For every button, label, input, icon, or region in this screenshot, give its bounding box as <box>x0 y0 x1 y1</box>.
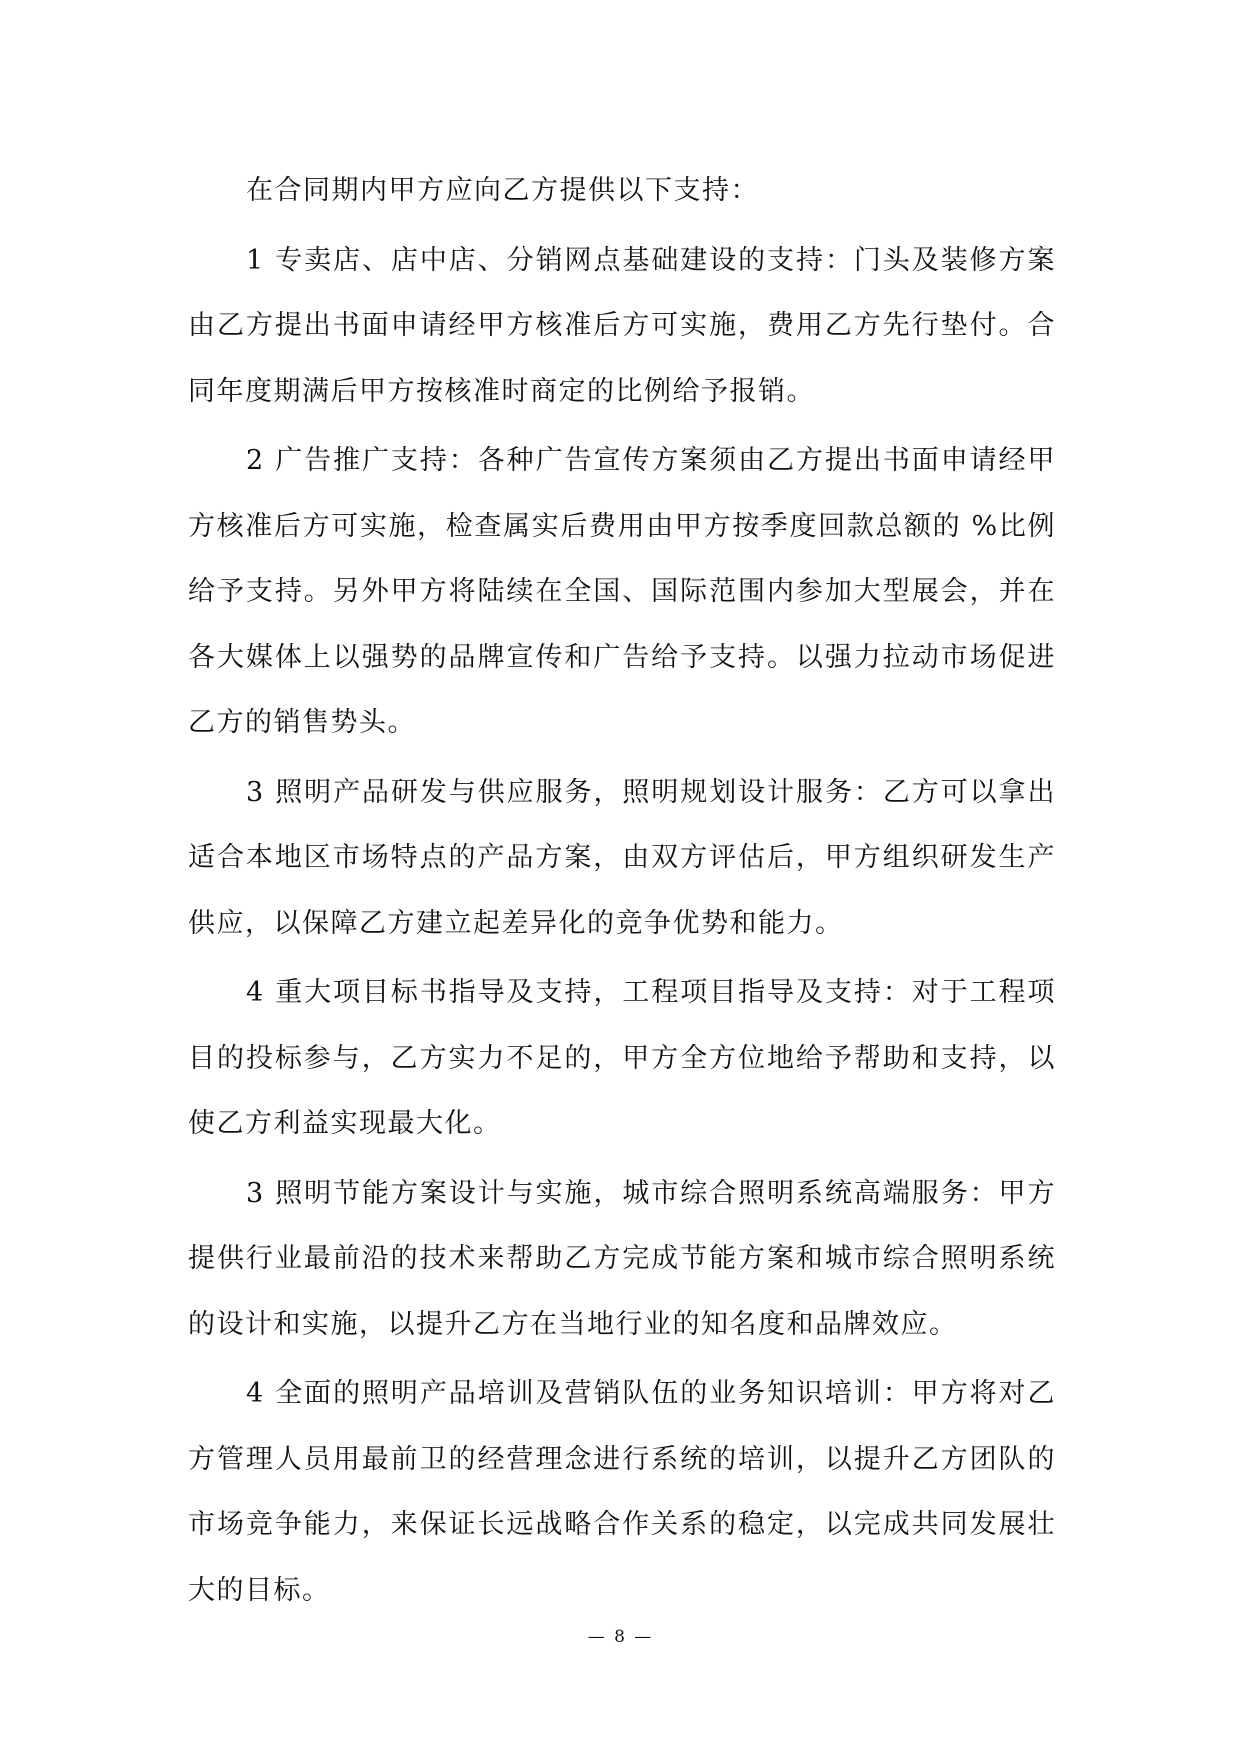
support-item-store-construction: 1 专卖店、店中店、分销网点基础建设的支持：门头及装修方案由乙方提出书面申请经甲方核准后方可实施，费用乙方先行垫付。合同年度期满后甲方按核准时商定的比例给予报销。 <box>188 244 1056 407</box>
support-item-training: 4 全面的照明产品培训及营销队伍的业务知识培训：甲方将对乙方管理人员用最前卫的经营理念进行系统的培训，以提升乙方团队的市场竞争能力，来保证长远战略合作关系的稳定，以完成共同发展壮大的目标。 <box>188 1378 1056 1606</box>
page-number: — 8 — <box>587 1627 654 1647</box>
support-item-energy-saving: 3 照明节能方案设计与实施，城市综合照明系统高端服务：甲方提供行业最前沿的技术来帮助乙方完成节能方案和城市综合照明系统的设计和实施，以提升乙方在当地行业的知名度和品牌效应。 <box>188 1177 1056 1340</box>
support-item-product-rnd: 3 照明产品研发与供应服务，照明规划设计服务：乙方可以拿出适合本地区市场特点的产品方案，由双方评估后，甲方组织研发生产供应，以保障乙方建立起差异化的竞争优势和能力。 <box>188 776 1056 939</box>
document-body <box>188 158 1056 1627</box>
support-item-advertising: 2 广告推广支持：各种广告宣传方案须由乙方提出书面申请经甲方核准后方可实施，检查属实后费用由甲方按季度回款总额的 %比例给予支持。另外甲方将陆续在全国、国际范围内参加大型展会，并在各大媒体上以强势的品牌宣传和广告给予支持。以强力拉动市场促进乙方的销售势头。 <box>188 445 1056 738</box>
intro-paragraph: 在合同期内甲方应向乙方提供以下支持： <box>246 175 759 206</box>
support-item-project-bidding: 4 重大项目标书指导及支持，工程项目指导及支持：对于工程项目的投标参与，乙方实力不足的，甲方全方位地给予帮助和支持，以使乙方利益实现最大化。 <box>188 977 1056 1139</box>
